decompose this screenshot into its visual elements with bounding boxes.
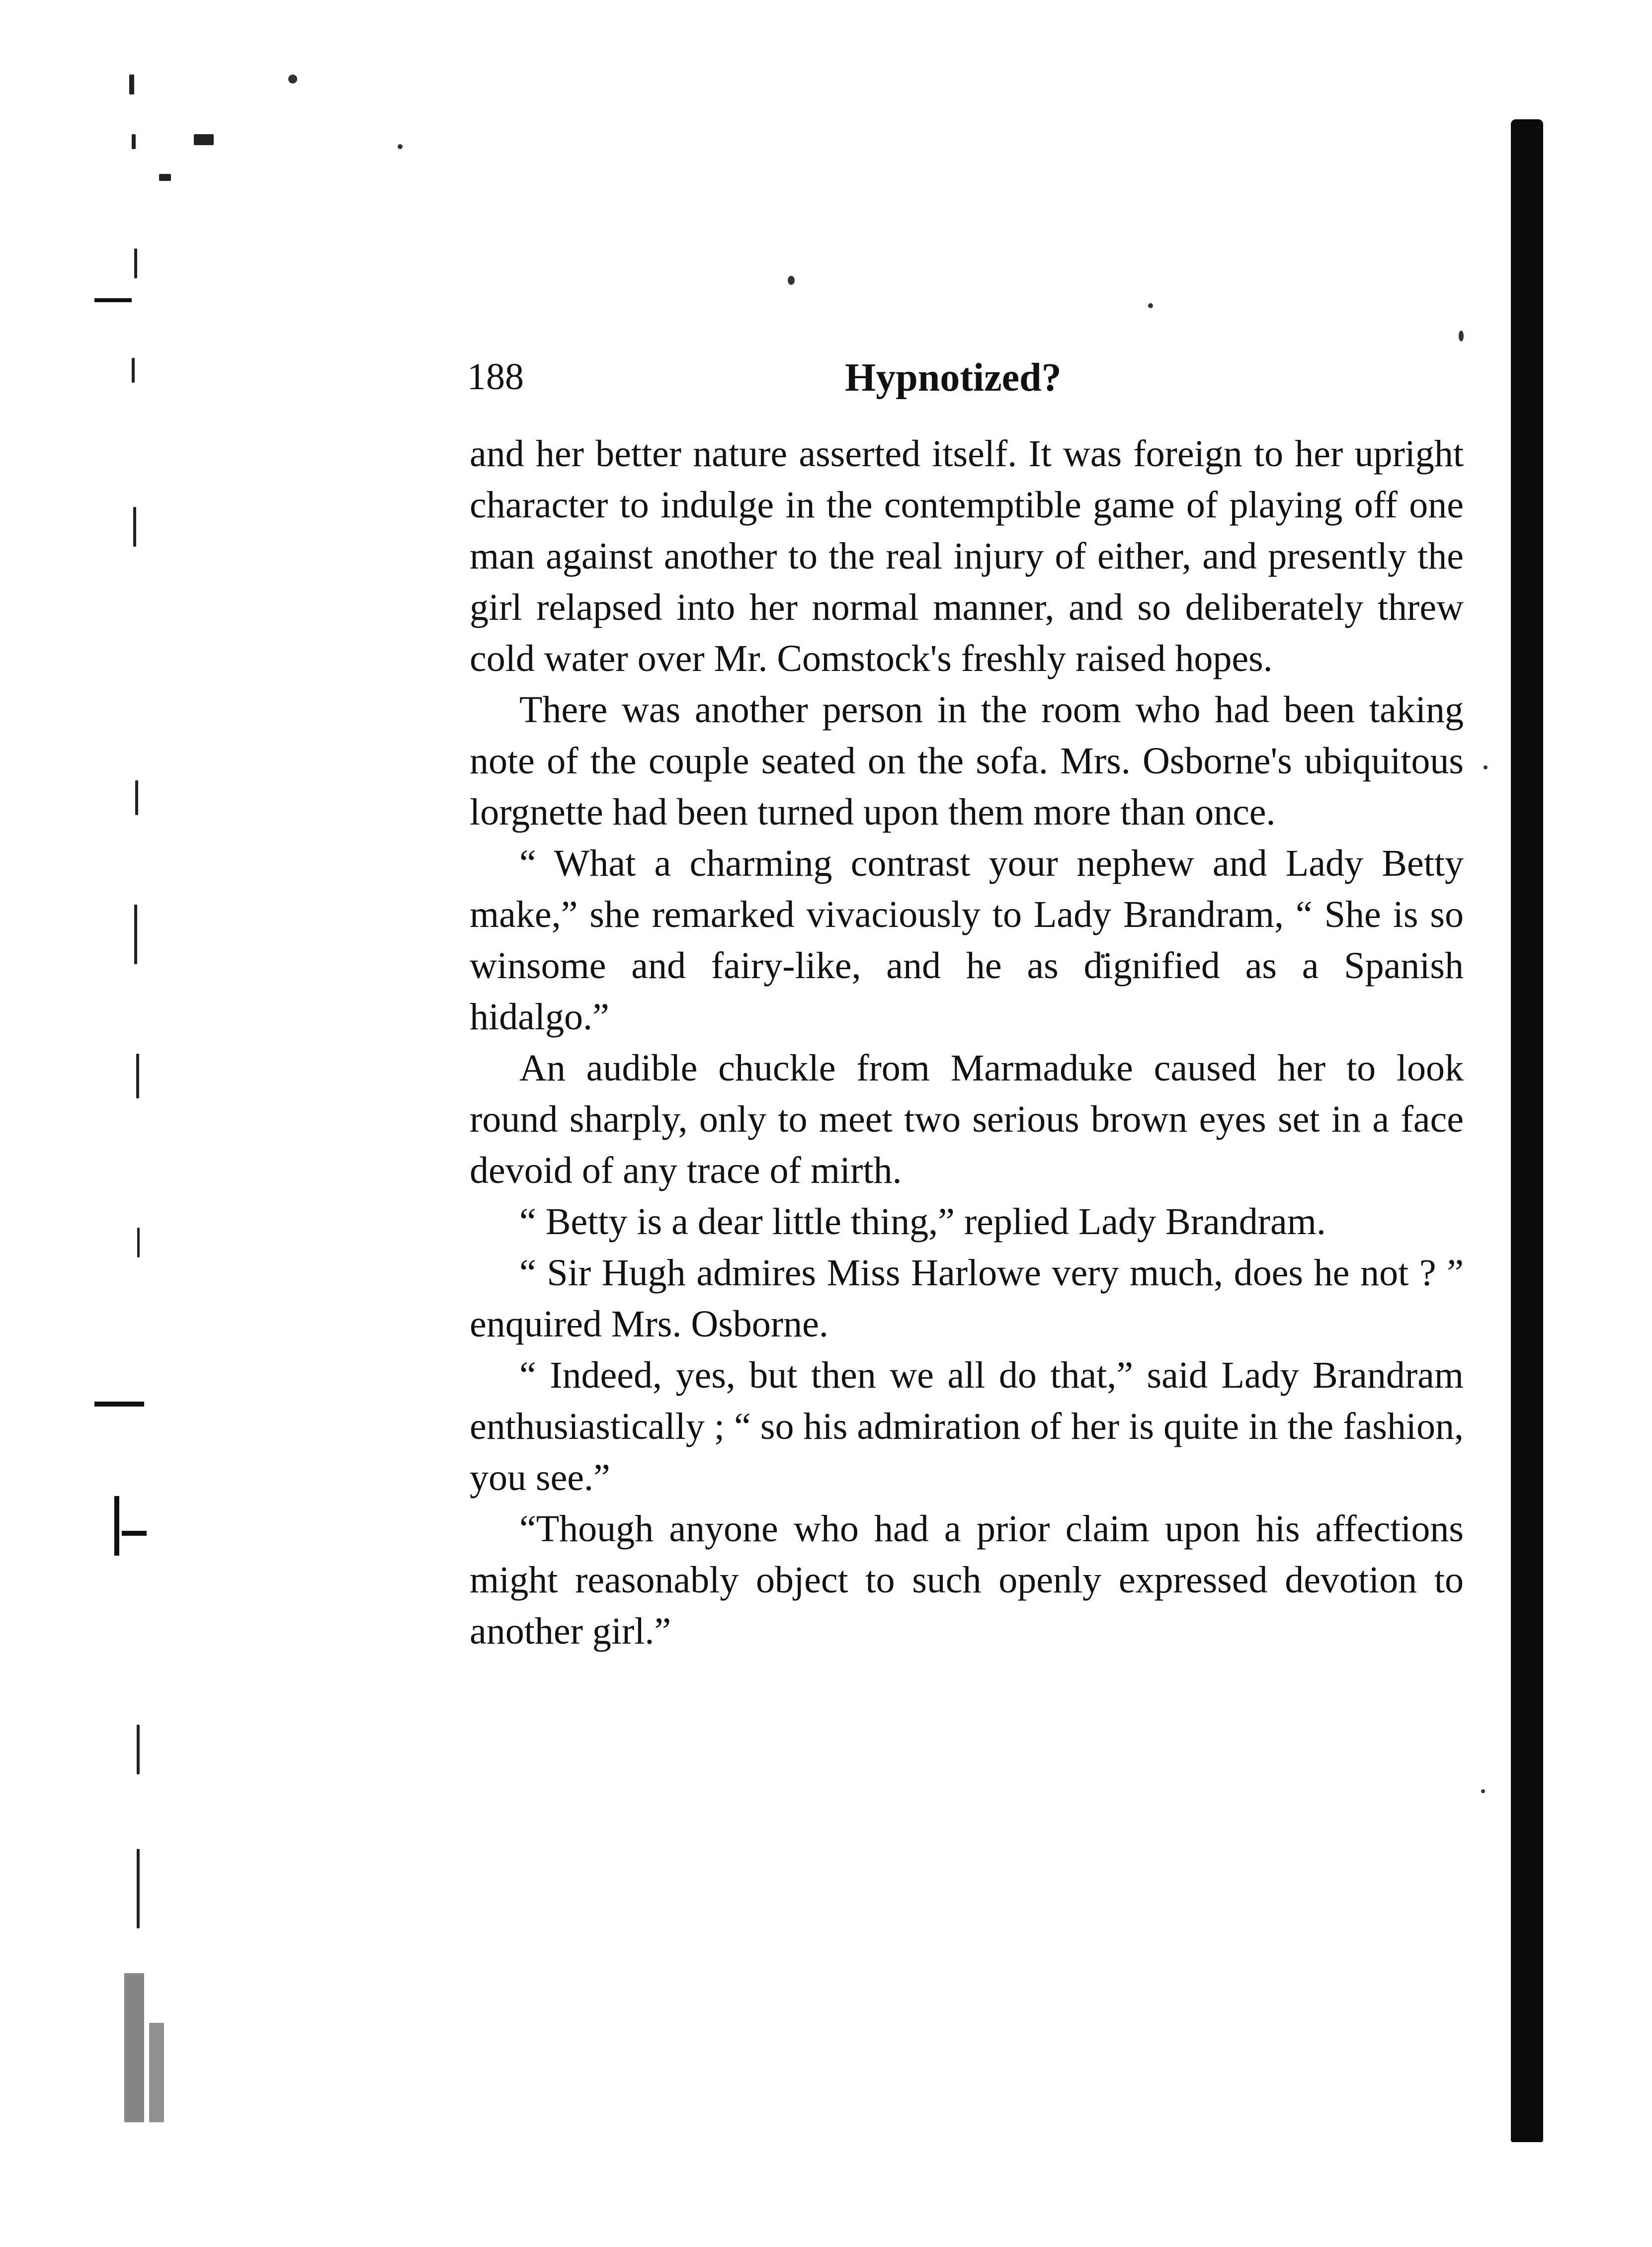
edge-mark — [122, 1531, 147, 1536]
running-head — [467, 355, 1292, 410]
edge-speck — [137, 1228, 140, 1257]
paragraph: “ Betty is a dear little thing,” replied Lady Brandram. — [519, 1201, 1326, 1243]
edge-speck — [133, 507, 136, 547]
edge-speck — [137, 1725, 140, 1774]
paragraph: “ What a charming contrast your nephew and Lady Betty make,” she remarked vivaciously to Lady Brandram, “ She is so winsome and fairy-like, and he as dignified as a Spanish hidalgo.” — [470, 842, 1464, 1038]
scan-speck — [1148, 303, 1153, 308]
edge-speck — [134, 249, 137, 278]
scan-speck — [288, 75, 297, 83]
paragraph: “ Indeed, yes, but then we all do that,” said Lady Brandram enthusiastically ; “ so his admiration of her is quite in the fashion, you see.” — [470, 1354, 1464, 1498]
scan-speck — [788, 276, 795, 285]
paragraph: and her better nature asserted itself. It was foreign to her upright character to indulge in the contemptible game of playing off one man against another to the real injury of either, and presently the girl relapsed into her normal manner, and so deliberately threw cold water over Mr. Comstock's freshly raised hopes. — [470, 433, 1464, 679]
running-title: Hypnotized? — [845, 356, 1062, 400]
paragraph: “ Sir Hugh admires Miss Harlowe very much, does he not ? ” enquired Mrs. Osborne. — [470, 1252, 1464, 1345]
scan-speck — [1481, 1789, 1485, 1793]
edge-mark — [114, 1496, 119, 1556]
edge-speck — [132, 134, 136, 149]
edge-smudge — [149, 2023, 164, 2122]
edge-speck — [137, 1849, 140, 1928]
scan-speck — [398, 144, 403, 149]
edge-speck — [136, 1054, 139, 1098]
edge-speck — [129, 75, 134, 94]
edge-speck — [134, 905, 137, 964]
binding-edge — [94, 60, 258, 2137]
edge-speck — [159, 174, 171, 181]
page-edge-border — [1511, 119, 1543, 2142]
edge-speck — [135, 780, 138, 815]
edge-smudge — [124, 1973, 144, 2122]
scan-speck — [1459, 331, 1464, 341]
paragraph: “Though anyone who had a prior claim upon his affections might reasonably object to such openly expressed devotion to another girl.” — [470, 1508, 1464, 1652]
scan-speck — [1484, 765, 1487, 769]
body-text — [470, 428, 1464, 1657]
page-number: 188 — [467, 356, 524, 398]
edge-speck — [132, 358, 135, 383]
paragraph: An audible chuckle from Marmaduke caused her to look round sharply, only to meet two serious brown eyes set in a face devoid of any trace of mirth. — [470, 1047, 1464, 1191]
edge-mark — [94, 298, 132, 302]
edge-mark — [94, 1402, 144, 1407]
edge-speck — [194, 134, 214, 145]
paragraph: There was another person in the room who had been taking note of the couple seated on the sofa. Mrs. Osborne's ubiquitous lorgnette had been turned upon them more than once. — [470, 689, 1464, 833]
